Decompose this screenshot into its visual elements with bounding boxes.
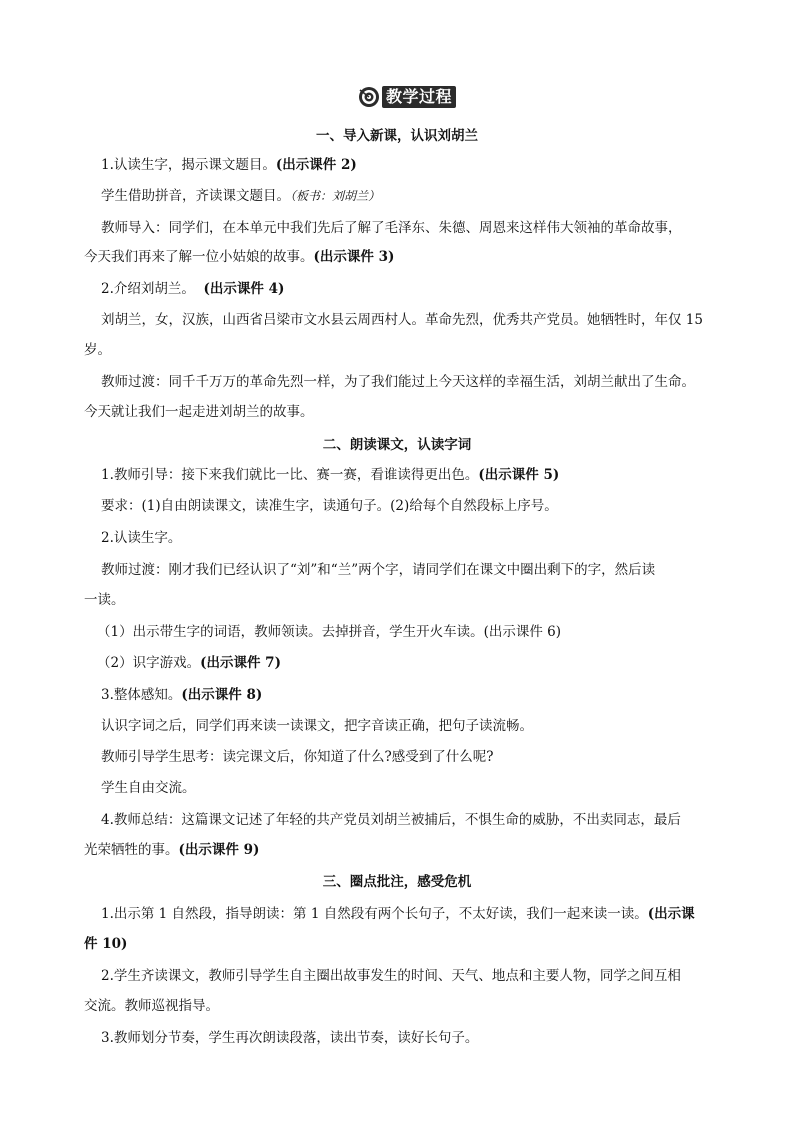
paragraph-line: 1.出示第 1 自然段，指导朗读：第 1 自然段有两个长句子，不太好读，我们一起来读一读。(出示课 <box>101 906 695 922</box>
paragraph-line: 2.学生齐读课文，教师引导学生自主圈出故事发生的时间、天气、地点和主要人物，同学之间互相 <box>101 968 681 984</box>
paragraph-line: 教师过渡：同千千万万的革命先烈一样，为了我们能过上今天这样的幸福生活，刘胡兰献出了生命。 <box>101 374 695 390</box>
paragraph-line: 件 10) <box>84 936 128 952</box>
paragraph-line: 2.认读生字。 <box>101 530 182 546</box>
paragraph-line: 4.教师总结：这篇课文记述了年轻的共产党员刘胡兰被捕后，不惧生命的威胁，不出卖同志，最后 <box>101 812 681 828</box>
paragraph-line: 光荣牺牲的事。(出示课件 9) <box>84 842 260 858</box>
paragraph-line: 刘胡兰，女，汉族，山西省吕梁市文水县云周西村人。革命先烈，优秀共产党员。她牺牲时，年仅 15 <box>101 312 703 328</box>
paragraph-line: 认识字词之后，同学们再来读一读课文，把字音读正确，把句子读流畅。 <box>101 718 533 734</box>
paragraph-line: 今天我们再来了解一位小姑娘的故事。(出示课件 3) <box>84 249 395 265</box>
paragraph-line: （2）识字游戏。(出示课件 7) <box>97 655 281 671</box>
section-heading-3: 三、圈点批注，感受危机 <box>322 874 472 890</box>
paragraph-line: 教师导入：同学们，在本单元中我们先后了解了毛泽东、朱德、周恩来这样伟大领袖的革命故事， <box>101 220 682 236</box>
paragraph-line: 1.认读生字，揭示课文题目。(出示课件 2) <box>101 157 357 173</box>
paragraph-line: 岁。 <box>84 342 111 358</box>
section-title-badge <box>358 85 456 109</box>
paragraph-line: 教师引导学生思考：读完课文后，你知道了什么?感受到了什么呢? <box>101 749 494 765</box>
paragraph-line: 1.教师引导：接下来我们就比一比、赛一赛，看谁读得更出色。(出示课件 5) <box>101 467 560 483</box>
paragraph-line: 2.介绍刘胡兰。 (出示课件 4) <box>101 281 285 297</box>
paragraph-line: 3.教师划分节奏，学生再次朗读段落，读出节奏，读好长句子。 <box>101 1030 479 1046</box>
paragraph-line: 一读。 <box>84 592 125 608</box>
paragraph-line: 今天就让我们一起走进刘胡兰的故事。 <box>84 404 314 420</box>
paragraph-line: 学生借助拼音，齐读课文题目。（板书：刘胡兰） <box>101 188 381 204</box>
paragraph-line: 教师过渡：刚才我们已经认识了“刘”和“兰”两个字，请同学们在课文中圈出剩下的字，然后读 <box>101 562 656 578</box>
paragraph-line: 交流。教师巡视指导。 <box>84 998 219 1014</box>
page-title: 教学过程 <box>382 86 456 108</box>
paragraph-line: 要求：(1)自由朗读课文，读准生字，读通句子。(2)给每个自然段标上序号。 <box>101 498 558 514</box>
section-heading-2: 二、朗读课文，认读字词 <box>322 437 472 453</box>
paragraph-line: 学生自由交流。 <box>101 780 196 796</box>
paragraph-line: （1）出示带生字的词语，教师领读。去掉拼音，学生开火车读。(出示课件 6) <box>97 624 562 640</box>
target-icon <box>358 86 380 108</box>
paragraph-line: 3.整体感知。(出示课件 8) <box>101 687 263 703</box>
section-heading-1: 一、导入新课，认识刘胡兰 <box>316 128 478 144</box>
